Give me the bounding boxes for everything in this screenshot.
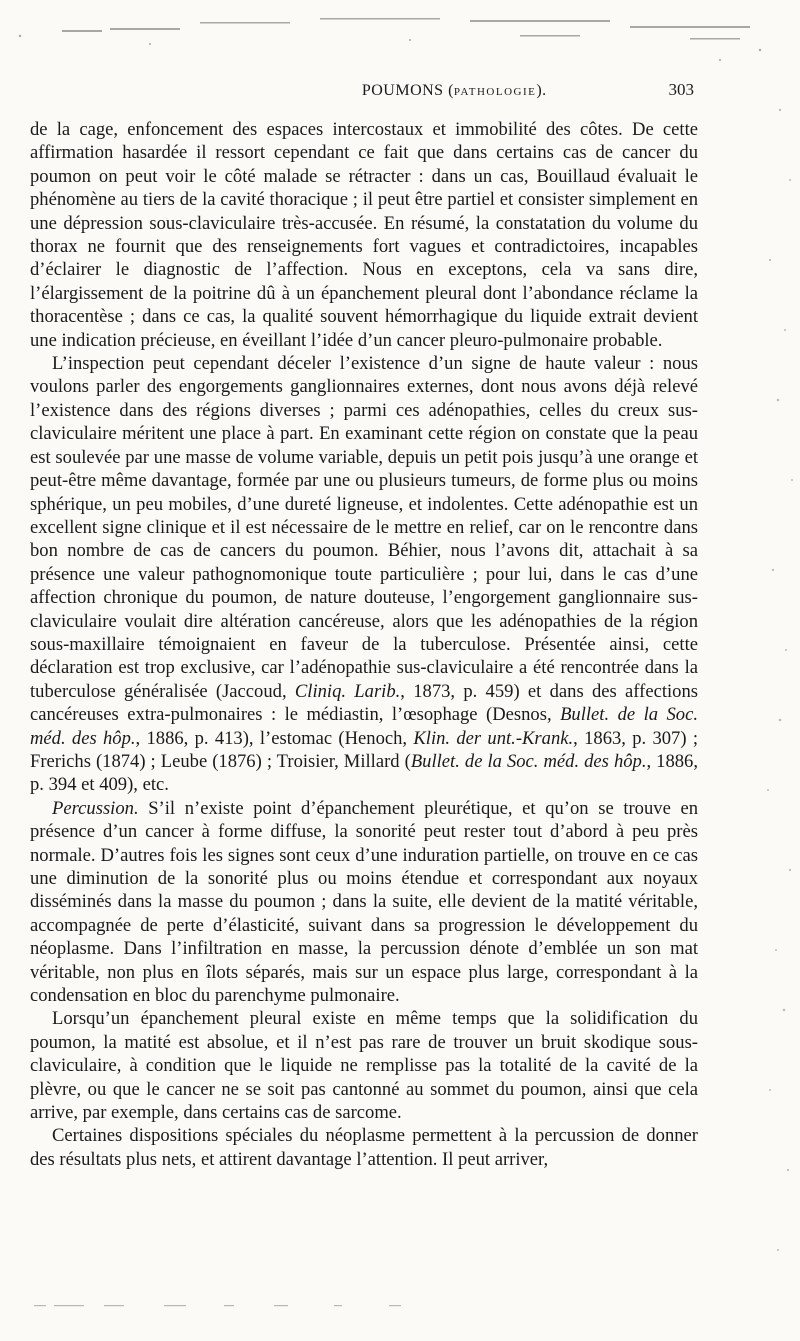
text-run: , 1863, p. 307) ; Frerichs (1874) ; Leube (1876) ; Troisier, Millard ( [30, 727, 698, 772]
book-page [30, 80, 698, 1171]
italic-run: Percussion. [52, 797, 139, 819]
italic-run: Bullet. de la Soc. méd. des hôp. [30, 704, 698, 749]
italic-run: Cliniq. Larib. [294, 680, 401, 702]
text-run: S’il n’existe point d’épanchement pleurétique, et qu’on se trouve en présence d’un cancer à forme diffuse, la sonorité peut rester tout d’abord à peu près normale. D’autres fois les signes sont ceux d’une induration partielle, on trouve en ce cas une diminution de la sonorité plus ou moins étendue et correspondant aux noyaux disséminés dans la masse du poumon ; dans la suite, elle devient de la matité véritable, accompagnée de perte d’élasticité, suivant dans sa progression le développement du néoplasme. Dans l’infiltration en masse, la percussion dénote d’emblée un son mat véritable, non plus en îlots séparés, mais sur un espace plus large, correspondant à la condensation en bloc du parenchyme pulmonaire. [30, 797, 698, 1007]
running-header [30, 80, 698, 106]
paragraph-3 [30, 797, 698, 1008]
running-title: POUMONS (PATHOLOGIE). [361, 82, 547, 99]
paragraph-5 [30, 1124, 698, 1171]
text-run: Certaines dispositions spéciales du néoplasme permettent à la percussion de donner des résultats plus nets, et attirent davantage l’attention. Il peut arriver, [30, 1125, 698, 1170]
text-run: , 1873, p. 459) et dans des affections cancéreuses extra-pulmonaires : le médiastin, l’œsophage (Desnos, [30, 680, 698, 726]
scan-noise-top [0, 0, 800, 70]
italic-run: Klin. der unt.-Krank. [413, 727, 574, 749]
text-run: Lorsqu’un épanchement pleural existe en même temps que la solidification du poumon, la matité est absolue, et il n’est pas rare de trouver un bruit skodique sous-claviculaire, à condition que le liquide ne remplisse pas la totalité de la cavité de la plèvre, ou que le cancer ne se soit pas cantonné au sommet du poumon, ainsi que cela arrive, par exemple, dans certains cas de sarcome. [30, 1008, 698, 1124]
paragraph-1 [30, 118, 698, 352]
body-text [30, 118, 698, 1171]
italic-run: Bullet. de la Soc. méd. des hôp. [410, 750, 647, 772]
paragraph-2 [30, 352, 698, 797]
scan-noise-bottom [34, 1303, 414, 1309]
running-title-main: POUMONS [361, 82, 444, 99]
text-run: L’inspection peut cependant déceler l’existence d’un signe de haute valeur : nous voulons parler des engorgements ganglionnaires externes, dont nous avons déjà relevé l’existence dans des régions diverses ; parmi ces adénopathies, celles du creux sus-claviculaire méritent une place à part. En examinant cette région on constate que la peau est soulevée par une masse de volume variable, depuis un petit pois jusqu’à une orange et peut-être même davantage, formée par une ou plusieurs tumeurs, de forme plus ou moins sphérique, un peu mobiles, d’une dureté ligneuse, et indolentes. Cette adénopathie est un excellent signe clinique et il est nécessaire de le mettre en relief, car on le rencontre dans bon nombre de cas de cancers du poumon. Béhier, nous l’avons dit, attachait à sa présence une valeur pathognomonique toute particulière ; pour lui, dans le cas d’une affection chronique du poumon, de nature douteuse, l’engorgement ganglionnaire sus-claviculaire voulait dire altération cancéreuse, alors que les adénopathies de la région sous-maxillaire témoignaient en faveur de la tuberculose. Présentée ainsi, cette déclaration est trop exclusive, car l’adénopathie sus-claviculaire a été rencontrée dans la tuberculose généralisée (Jaccoud, [30, 353, 698, 702]
scan-noise-right-margin [740, 70, 800, 1300]
text-run: , 1886, p. 413), l’estomac (Henoch, [135, 727, 414, 749]
page-number: 303 [668, 80, 694, 99]
running-title-section: PATHOLOGIE [453, 86, 537, 98]
text-run: de la cage, enfoncement des espaces intercostaux et immobilité des côtes. De cette affirmation hasardée il ressort cependant ce fait que dans certains cas de cancer du poumon on peut voir le côté malade se rétracter : dans un cas, Bouillaud évaluait le phénomène au tiers de la cavité thoracique ; il peut être partiel et consister simplement en une dépression sous-claviculaire très-accusée. En résumé, la constatation du volume du thorax ne fournit que des renseignements fort vagues et contradictoires, incapables d’éclairer le diagnostic de l’affection. Nous en exceptons, cela va sans dire, l’élargissement de la poitrine dû à un épanchement pleural dont l’abondance réclame la thoracentèse ; dans ce cas, la qualité souvent hémorrhagique du liquide extrait devient une indication précieuse, en éveillant l’idée d’un cancer pleuro-pulmonaire probable. [30, 119, 698, 351]
text-run: , 1886, p. 394 et 409), etc. [30, 750, 698, 796]
paragraph-4 [30, 1007, 698, 1124]
